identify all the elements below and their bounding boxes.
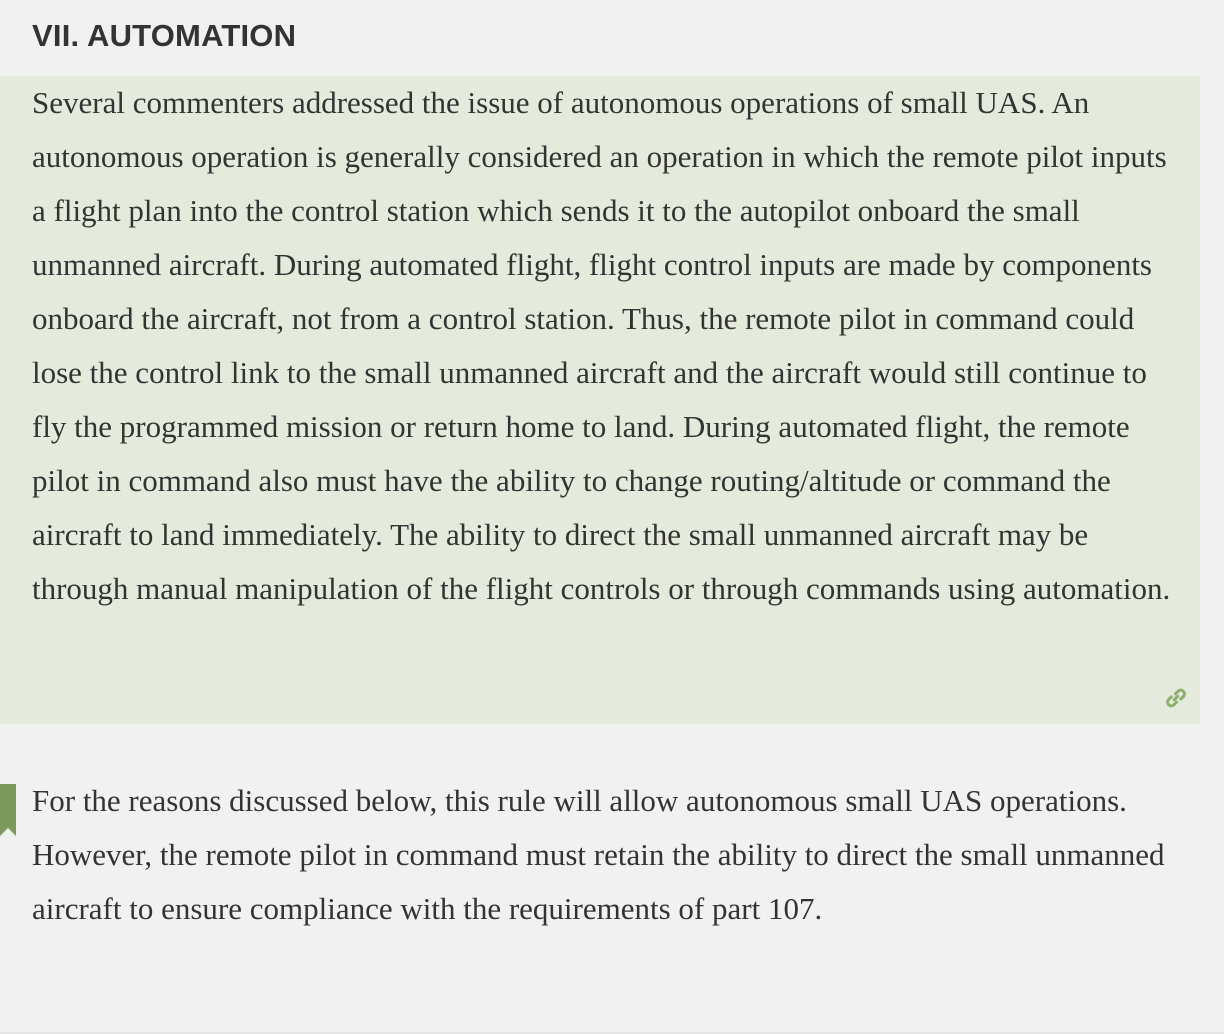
- paragraph-text: For the reasons discussed below, this rule will allow autonomous small UAS operations. However, the remote pilot in command must retain the ability to direct the small unmanned aircraft to ensure compliance with the requirements of part 107.: [32, 783, 1165, 926]
- highlighted-paragraph: [0, 76, 1200, 724]
- section-heading: VII. AUTOMATION: [32, 18, 297, 53]
- link-icon[interactable]: [1162, 684, 1190, 712]
- paragraph: [0, 774, 1200, 936]
- paragraph-text: Several commenters addressed the issue of autonomous operations of small UAS. An autonomous operation is generally considered an operation in which the remote pilot inputs a flight plan into the control station which sends it to the autopilot onboard the small unmanned aircraft. During automated flight, flight control inputs are made by components onboard the aircraft, not from a control station. Thus, the remote pilot in command could lose the control link to the small unmanned aircraft and the aircraft would still continue to fly the programmed mission or return home to land. During automated flight, the remote pilot in command also must have the ability to change routing/altitude or command the aircraft to land immediately. The ability to direct the small unmanned aircraft may be through manual manipulation of the flight controls or through commands using automation.: [32, 85, 1171, 606]
